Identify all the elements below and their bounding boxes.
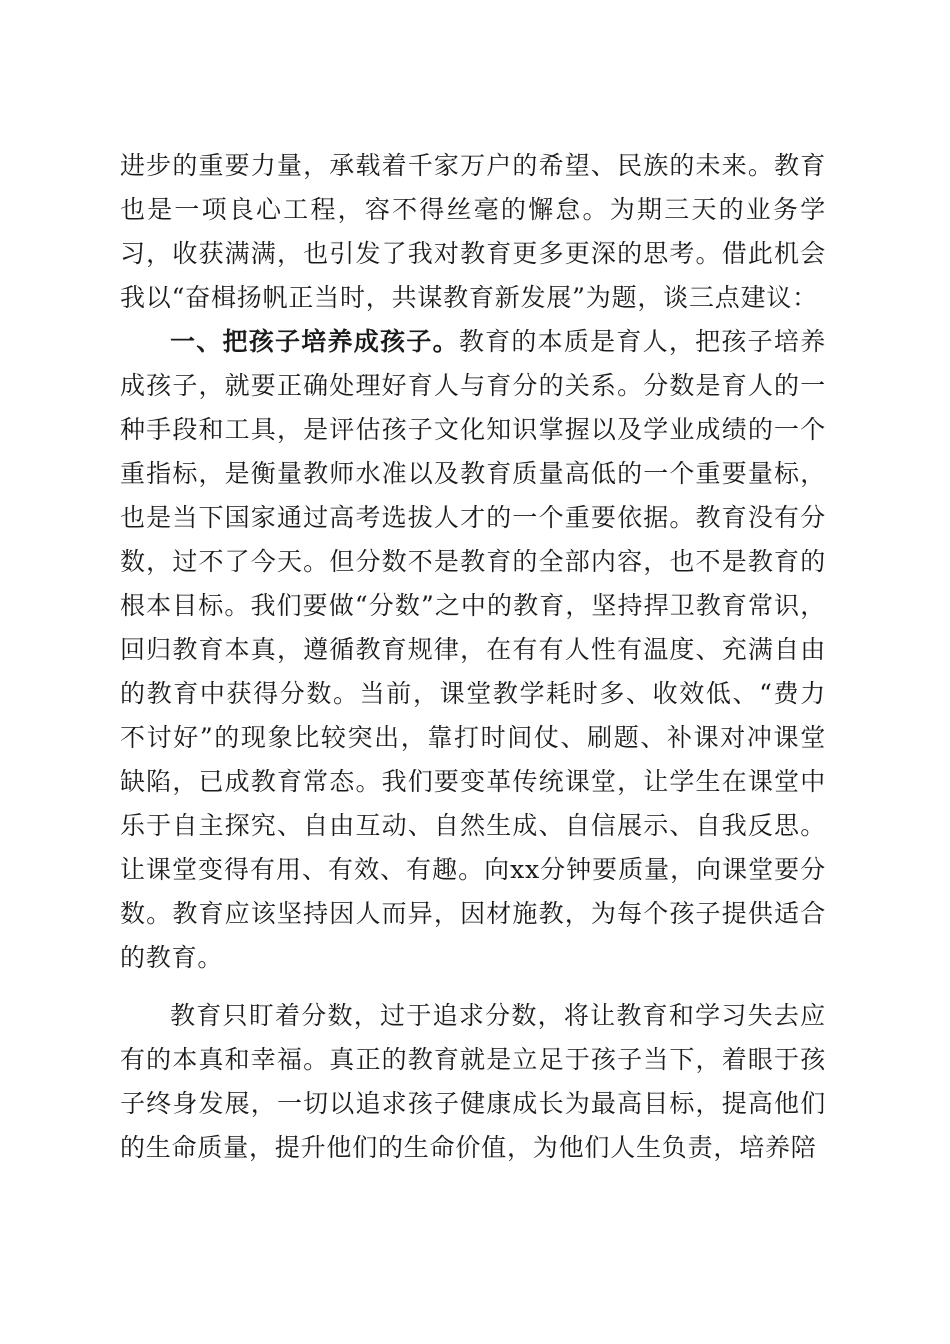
paragraph-text: 教育只盯着分数，过于追求分数，将让教育和学习失去应有的本真和幸福。真正的教育就是立足于孩子当下，着眼于孩子终身发展，一切以追求孩子健康成长为最高目标，提高他们的生命质量，提升他们的生命价值，为他们人生负责，培养陪 (120, 1001, 826, 1162)
section-heading: 一、把孩子培养成孩子。 (170, 327, 459, 356)
paragraph-point-one (120, 320, 826, 980)
paragraph-text: 进步的重要力量，承载着千家万户的希望、民族的未来。教育也是一项良心工程，容不得丝毫的懈怠。为期三天的业务学习，收获满满，也引发了我对教育更多更深的思考。借此机会我以“奋楫扬帆正当时，共谋教育新发展”为题，谈三点建议： (120, 151, 826, 312)
paragraph-intro-continuation (120, 144, 826, 320)
document-body (120, 144, 826, 1170)
paragraph-score-discussion (120, 994, 826, 1170)
paragraph-text: 教育的本质是育人，把孩子培养成孩子，就要正确处理好育人与育分的关系。分数是育人的一种手段和工具，是评估孩子文化知识掌握以及学业成绩的一个重指标，是衡量教师水准以及教育质量高低的一个重要量标，也是当下国家通过高考选拔人才的一个重要依据。教育没有分数，过不了今天。但分数不是教育的全部内容，也不是教育的根本目标。我们要做“分数”之中的教育，坚持捍卫教育常识，回归教育本真，遵循教育规律，在有有人性有温度、充满自由的教育中获得分数。当前，课堂教学耗时多、收效低、“费力不讨好”的现象比较突出，靠打时间仗、刷题、补课对冲课堂缺陷，已成教育常态。我们要变革传统课堂，让学生在课堂中乐于自主探究、自由互动、自然生成、自信展示、自我反思。让课堂变得有用、有效、有趣。向xx分钟要质量，向课堂要分数。教育应该坚持因人而异，因材施教，为每个孩子提供适合的教育。 (120, 327, 826, 972)
